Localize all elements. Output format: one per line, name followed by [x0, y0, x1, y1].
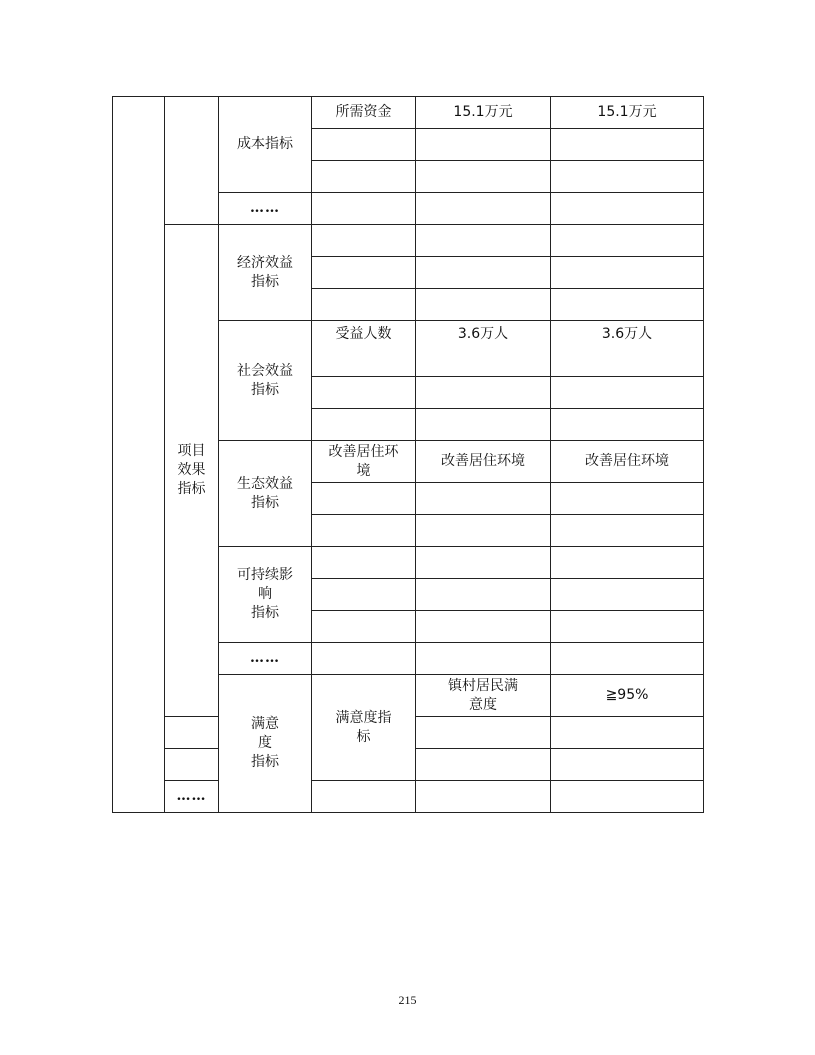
ecological-benefit-indicator-label: 生态效益 指标: [219, 441, 312, 547]
ellipsis-cell: ……: [219, 193, 312, 225]
empty-cell: [416, 515, 551, 547]
actual-value-cell: 3.6万人: [551, 321, 704, 377]
empty-cell: [312, 547, 416, 579]
project-effect-indicator-label: 项目 效果 指标: [165, 225, 219, 717]
empty-cell: [551, 483, 704, 515]
empty-cell: [416, 781, 551, 813]
empty-cell: [416, 643, 551, 675]
first-level-indicator-cell: [113, 97, 165, 813]
empty-cell: [312, 579, 416, 611]
empty-cell: [416, 579, 551, 611]
empty-cell: [312, 225, 416, 257]
target-value-cell: 改善居住环境: [416, 441, 551, 483]
empty-cell: [165, 717, 219, 749]
target-value-cell: ≧95%: [551, 675, 704, 717]
empty-cell: [416, 193, 551, 225]
social-benefit-indicator-label: 社会效益 指标: [219, 321, 312, 441]
indicator-name-cell: 改善居住环 境: [312, 441, 416, 483]
sustainable-impact-indicator-label: 可持续影 响 指标: [219, 547, 312, 643]
empty-cell: [551, 717, 704, 749]
performance-indicator-table: [112, 96, 704, 813]
empty-cell: [551, 643, 704, 675]
ellipsis-cell: ……: [165, 781, 219, 813]
empty-cell: [551, 515, 704, 547]
empty-cell: [416, 547, 551, 579]
empty-cell: [551, 225, 704, 257]
cost-indicator-label: 成本指标: [219, 97, 312, 193]
ellipsis-cell: ……: [219, 643, 312, 675]
empty-cell: [551, 377, 704, 409]
empty-cell: [312, 193, 416, 225]
actual-value-cell: 改善居住环境: [551, 441, 704, 483]
empty-cell: [416, 377, 551, 409]
empty-cell: [551, 781, 704, 813]
empty-cell: [312, 129, 416, 161]
empty-cell: [416, 289, 551, 321]
empty-cell: [551, 579, 704, 611]
empty-cell: [551, 129, 704, 161]
actual-value-cell: 15.1万元: [551, 97, 704, 129]
empty-cell: [551, 161, 704, 193]
empty-cell: [165, 749, 219, 781]
empty-cell: [551, 749, 704, 781]
empty-cell: [312, 515, 416, 547]
empty-cell: [416, 257, 551, 289]
indicator-name-cell: 受益人数: [312, 321, 416, 377]
empty-cell: [416, 161, 551, 193]
indicator-name-cell: 所需资金: [312, 97, 416, 129]
empty-cell: [312, 781, 416, 813]
target-value-cell: 3.6万人: [416, 321, 551, 377]
page-number: 215: [398, 993, 417, 1007]
empty-cell: [416, 483, 551, 515]
economic-benefit-indicator-label: 经济效益 指标: [219, 225, 312, 321]
empty-cell: [312, 409, 416, 441]
empty-cell: [551, 611, 704, 643]
empty-cell: [312, 161, 416, 193]
empty-cell: [551, 409, 704, 441]
empty-cell: [416, 129, 551, 161]
empty-cell: [551, 289, 704, 321]
empty-cell: [416, 611, 551, 643]
empty-cell: [551, 257, 704, 289]
empty-cell: [312, 377, 416, 409]
table-row: [113, 97, 704, 129]
empty-cell: [551, 193, 704, 225]
indicator-name-cell: 镇村居民满 意度: [416, 675, 551, 717]
target-value-cell: 15.1万元: [416, 97, 551, 129]
empty-cell: [551, 547, 704, 579]
satisfaction-sub-indicator-label: 满意度指 标: [312, 675, 416, 781]
empty-cell: [416, 749, 551, 781]
empty-cell: [416, 717, 551, 749]
empty-cell: [416, 225, 551, 257]
empty-cell: [416, 409, 551, 441]
empty-cell: [312, 257, 416, 289]
empty-cell: [312, 643, 416, 675]
empty-cell: [312, 289, 416, 321]
table-row: [113, 225, 704, 257]
second-level-indicator-cell: [165, 97, 219, 225]
table-row: [113, 781, 704, 813]
empty-cell: [312, 611, 416, 643]
empty-cell: [312, 483, 416, 515]
satisfaction-indicator-label: 满意 度 指标: [219, 675, 312, 813]
